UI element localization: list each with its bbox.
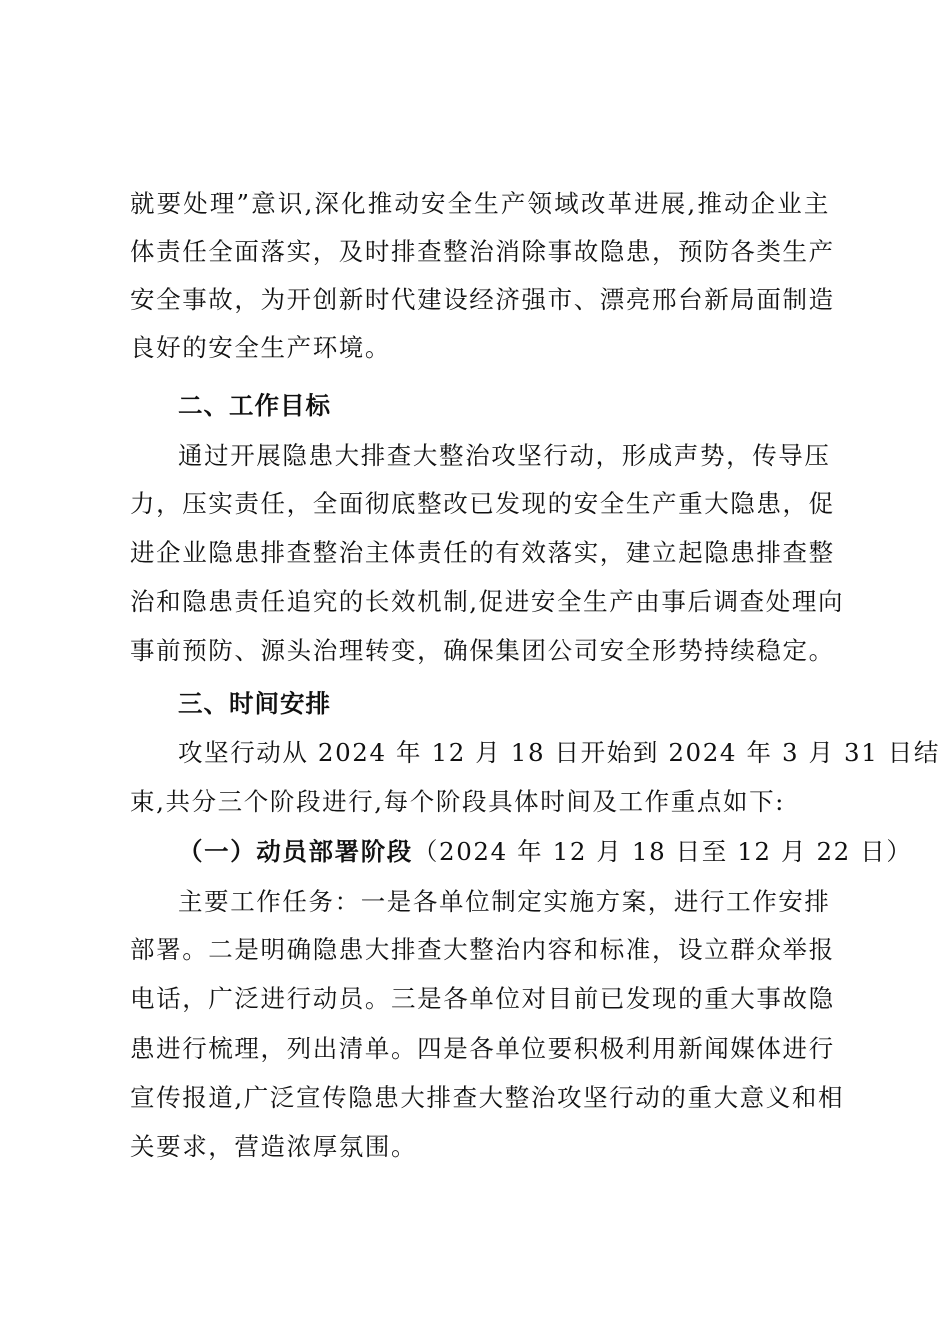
paragraph-line: 主要工作任务：一是各单位制定实施方案，进行工作安排	[178, 887, 831, 916]
paragraph-line: 关要求，营造浓厚氛围。	[130, 1132, 418, 1161]
subsection-title: （一）动员部署阶段	[178, 837, 413, 866]
paragraph-line: 通过开展隐患大排查大整治攻坚行动，形成声势，传导压	[178, 441, 831, 470]
paragraph-line: 束,共分三个阶段进行,每个阶段具体时间及工作重点如下:	[130, 787, 786, 816]
paragraph-line: 部署。二是明确隐患大排查大整治内容和标准，设立群众举报	[130, 935, 835, 964]
paragraph-line: 体责任全面落实，及时排查整治消除事故隐患，预防各类生产	[130, 237, 835, 266]
section-heading: 三、时间安排	[178, 689, 331, 718]
paragraph-line: 安全事故，为开创新时代建设经济强市、漂亮邢台新局面制造	[130, 285, 835, 314]
paragraph-line: 电话，广泛进行动员。三是各单位对目前已发现的重大事故隐	[130, 984, 835, 1013]
paragraph-line: 宣传报道,广泛宣传隐患大排查大整治攻坚行动的重大意义和相	[130, 1083, 845, 1112]
subsection-date: （2024 年 12 月 18 日至 12 月 22 日）	[412, 837, 913, 866]
paragraph-line: 就要处理”意识,深化推动安全生产领域改革进展,推动企业主	[130, 189, 830, 218]
paragraph-line: 攻坚行动从 2024 年 12 月 18 日开始到 2024 年 3 月 31 日结	[178, 738, 940, 767]
paragraph-line: 事前预防、源头治理转变，确保集团公司安全形势持续稳定。	[130, 636, 835, 665]
paragraph-line: 力，压实责任，全面彻底整改已发现的安全生产重大隐患，促	[130, 489, 835, 518]
subsection-heading	[178, 828, 912, 876]
paragraph-line: 治和隐患责任追究的长效机制,促进安全生产由事后调查处理向	[130, 587, 845, 616]
paragraph-line: 良好的安全生产环境。	[130, 333, 391, 362]
paragraph-line: 进企业隐患排查整治主体责任的有效落实，建立起隐患排查整	[130, 538, 835, 567]
section-heading: 二、工作目标	[178, 391, 331, 420]
paragraph-line: 患进行梳理，列出清单。四是各单位要积极利用新闻媒体进行	[130, 1034, 835, 1063]
